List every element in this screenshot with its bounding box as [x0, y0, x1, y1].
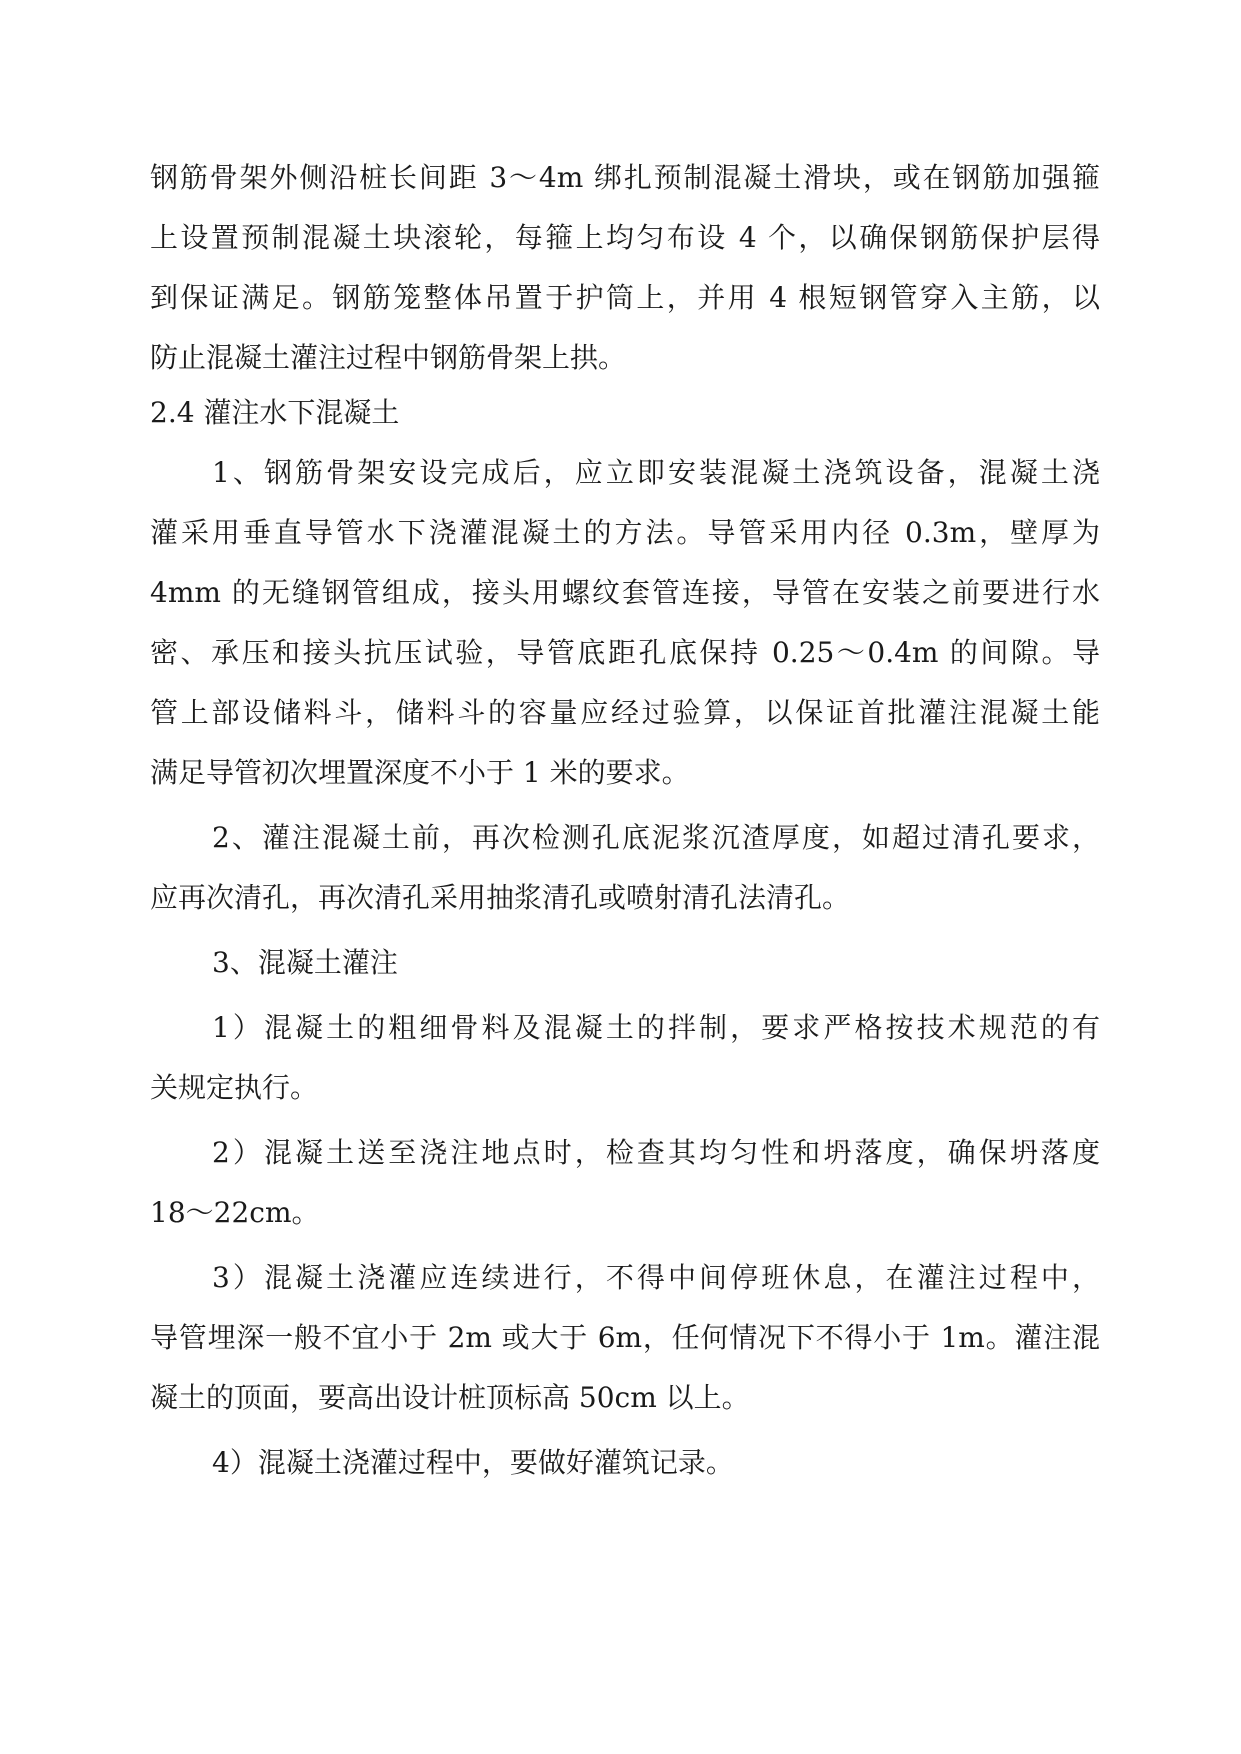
text-line: 凝土的顶面，要高出设计桩顶标高 50cm 以上。	[150, 1381, 750, 1414]
text-line: 1、钢筋骨架安设完成后，应立即安装混凝土浇筑设备，混凝土浇	[212, 456, 1100, 489]
text-line: 1）混凝土的粗细骨料及混凝土的拌制，要求严格按技术规范的有	[212, 1011, 1100, 1044]
text-line: 18～22cm。	[150, 1196, 320, 1229]
text-line: 钢筋骨架外侧沿桩长间距 3～4m 绑扎预制混凝土滑块，或在钢筋加强箍	[150, 161, 1100, 194]
text-line: 管上部设储料斗，储料斗的容量应经过验算，以保证首批灌注混凝土能	[150, 696, 1100, 729]
text-line: 2）混凝土送至浇注地点时，检查其均匀性和坍落度，确保坍落度	[212, 1136, 1100, 1169]
text-line: 导管埋深一般不宜小于 2m 或大于 6m，任何情况下不得小于 1m。灌注混	[150, 1321, 1100, 1354]
text-line: 3）混凝土浇灌应连续进行，不得中间停班休息，在灌注过程中，	[212, 1261, 1100, 1294]
text-line: 4mm 的无缝钢管组成，接头用螺纹套管连接，导管在安装之前要进行水	[150, 576, 1100, 609]
text-line: 密、承压和接头抗压试验，导管底距孔底保持 0.25～0.4m 的间隙。导	[150, 636, 1100, 669]
text-line: 防止混凝土灌注过程中钢筋骨架上拱。	[150, 341, 627, 374]
text-line: 灌采用垂直导管水下浇灌混凝土的方法。导管采用内径 0.3m，壁厚为	[150, 516, 1100, 549]
text-line: 应再次清孔，再次清孔采用抽浆清孔或喷射清孔法清孔。	[150, 881, 851, 914]
section-heading: 2.4 灌注水下混凝土	[150, 396, 400, 429]
text-line: 上设置预制混凝土块滚轮，每箍上均匀布设 4 个，以确保钢筋保护层得	[150, 221, 1100, 254]
text-line: 关规定执行。	[150, 1071, 319, 1104]
text-line: 3、混凝土灌注	[212, 946, 398, 979]
text-line: 到保证满足。钢筋笼整体吊置于护筒上，并用 4 根短钢管穿入主筋，以	[150, 281, 1100, 314]
text-line: 满足导管初次埋置深度不小于 1 米的要求。	[150, 756, 690, 789]
text-line: 4）混凝土浇灌过程中，要做好灌筑记录。	[212, 1446, 734, 1479]
text-line: 2、灌注混凝土前，再次检测孔底泥浆沉渣厚度，如超过清孔要求，	[212, 821, 1100, 854]
